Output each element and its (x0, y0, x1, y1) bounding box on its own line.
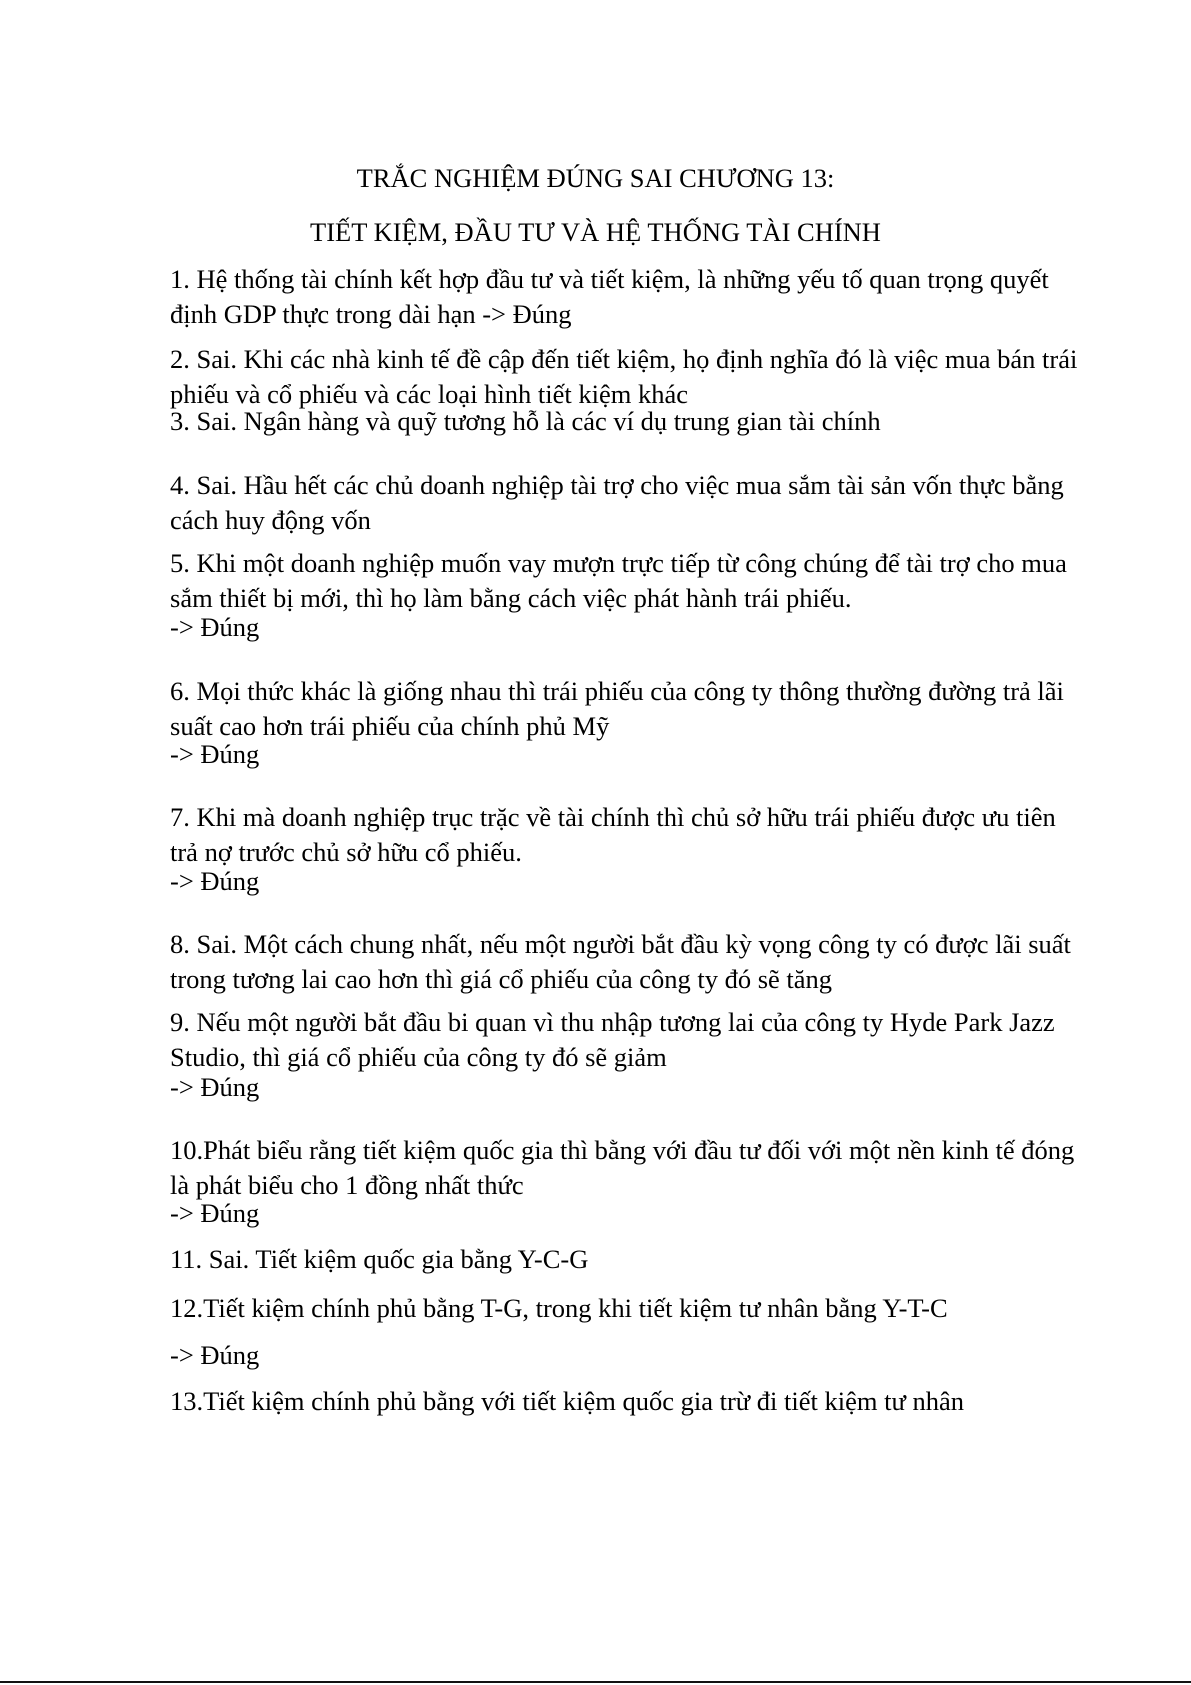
question-7: 7. Khi mà doanh nghiệp trục trặc về tài chính thì chủ sở hữu trái phiếu được ưu tiên trả nợ trước chủ sở hữu cổ phiếu. (170, 802, 1056, 867)
title-line-2: TIẾT KIỆM, ĐẦU TƯ VÀ HỆ THỐNG TÀI CHÍNH (310, 217, 881, 247)
question-10: 10.Phát biểu rằng tiết kiệm quốc gia thì bằng với đầu tư đối với một nền kinh tế đóng là phát biểu cho 1 đồng nhất thức (170, 1135, 1075, 1200)
question-5: 5. Khi một doanh nghiệp muốn vay mượn trực tiếp từ công chúng để tài trợ cho mua sắm thiết bị mới, thì họ làm bằng cách việc phát hành trái phiếu. (170, 548, 1067, 613)
question-8: 8. Sai. Một cách chung nhất, nếu một người bắt đầu kỳ vọng công ty có được lãi suất trong tương lai cao hơn thì giá cổ phiếu của công ty đó sẽ tăng (170, 929, 1071, 994)
question-13: 13.Tiết kiệm chính phủ bằng với tiết kiệm quốc gia trừ đi tiết kiệm tư nhân (170, 1386, 964, 1416)
question-1: 1. Hệ thống tài chính kết hợp đầu tư và tiết kiệm, là những yếu tố quan trọng quyết định GDP thực trong dài hạn -> Đúng (170, 264, 1049, 329)
answer-9: -> Đúng (170, 1072, 260, 1102)
question-3: 3. Sai. Ngân hàng và quỹ tương hỗ là các ví dụ trung gian tài chính (170, 406, 881, 436)
question-9: 9. Nếu một người bắt đầu bi quan vì thu nhập tương lai của công ty Hyde Park Jazz Studio, thì giá cổ phiếu của công ty đó sẽ giảm (170, 1007, 1055, 1072)
question-12: 12.Tiết kiệm chính phủ bằng T-G, trong khi tiết kiệm tư nhân bằng Y-T-C (170, 1293, 948, 1323)
question-11: 11. Sai. Tiết kiệm quốc gia bằng Y-C-G (170, 1244, 589, 1274)
title-line-1: TRẮC NGHIỆM ĐÚNG SAI CHƯƠNG 13: (356, 163, 835, 193)
answer-5: -> Đúng (170, 612, 260, 642)
question-6: 6. Mọi thức khác là giống nhau thì trái phiếu của công ty thông thường đường trả lãi suất cao hơn trái phiếu của chính phủ Mỹ (170, 676, 1064, 741)
answer-12: -> Đúng (170, 1340, 260, 1370)
question-4: 4. Sai. Hầu hết các chủ doanh nghiệp tài trợ cho việc mua sắm tài sản vốn thực bằng cách huy động vốn (170, 470, 1064, 535)
bottom-divider (0, 1681, 1191, 1683)
answer-6: -> Đúng (170, 739, 260, 769)
answer-10: -> Đúng (170, 1198, 260, 1228)
question-2: 2. Sai. Khi các nhà kinh tế đề cập đến tiết kiệm, họ định nghĩa đó là việc mua bán trái phiếu và cổ phiếu và các loại hình tiết kiệm khác (170, 344, 1078, 409)
answer-7: -> Đúng (170, 866, 260, 896)
